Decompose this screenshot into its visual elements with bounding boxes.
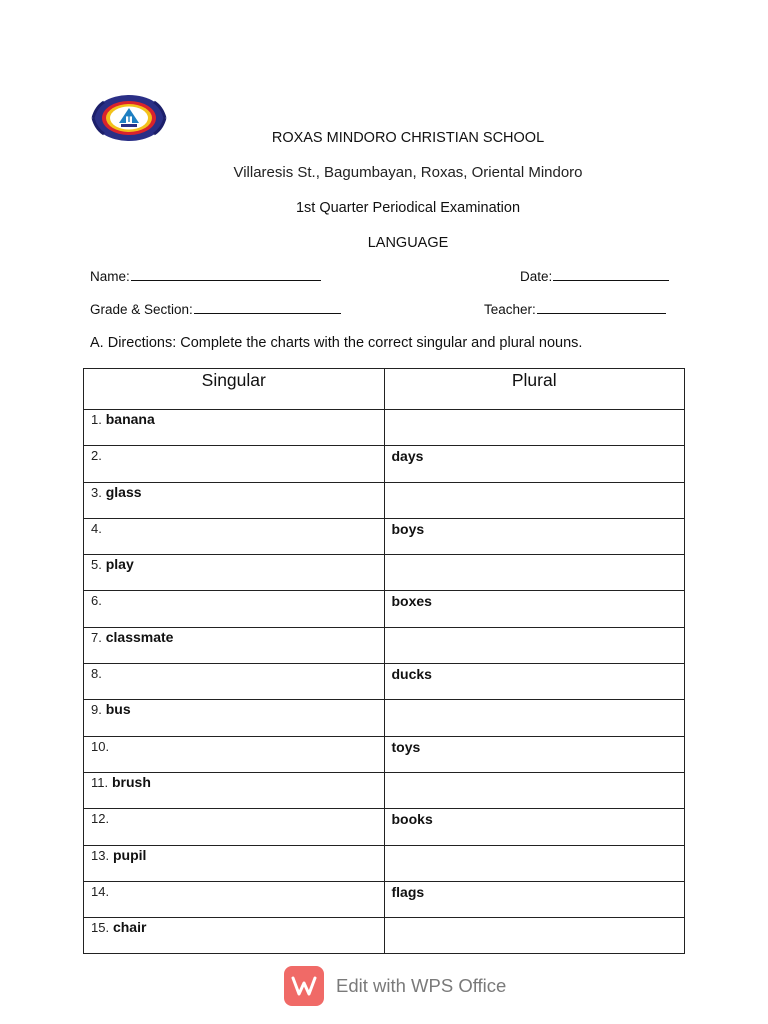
table-row xyxy=(84,918,685,954)
item-number: 4. xyxy=(91,520,102,536)
table-row xyxy=(84,736,685,772)
item-number: 14. xyxy=(91,883,110,899)
singular-cell[interactable] xyxy=(84,809,385,845)
item-number: 10. xyxy=(91,738,110,754)
grade-section-label: Grade & Section: xyxy=(90,302,193,317)
date-label: Date: xyxy=(520,269,553,284)
singular-plural-chart xyxy=(83,368,685,954)
item-number: 7. xyxy=(91,629,102,645)
column-header-plural: Plural xyxy=(384,369,685,410)
table-row xyxy=(84,700,685,736)
name-line xyxy=(131,268,321,281)
table-row xyxy=(84,881,685,917)
singular-cell[interactable] xyxy=(84,918,385,954)
singular-cell[interactable] xyxy=(84,845,385,881)
table-row xyxy=(84,809,685,845)
item-number: 9. xyxy=(91,702,102,718)
wps-office-icon xyxy=(284,966,324,1006)
singular-cell[interactable] xyxy=(84,736,385,772)
singular-cell[interactable] xyxy=(84,627,385,663)
plural-word: boys xyxy=(391,520,425,537)
item-number: 2. xyxy=(91,448,102,464)
plural-cell[interactable] xyxy=(384,809,685,845)
singular-cell[interactable] xyxy=(84,700,385,736)
singular-word: glass xyxy=(105,483,142,500)
singular-word: brush xyxy=(112,773,151,790)
singular-cell[interactable] xyxy=(84,772,385,808)
item-number: 13. xyxy=(91,847,110,863)
table-row xyxy=(84,482,685,518)
table-row xyxy=(84,446,685,482)
plural-word: books xyxy=(391,811,433,828)
plural-cell[interactable] xyxy=(384,736,685,772)
plural-cell[interactable] xyxy=(384,555,685,591)
item-number: 15. xyxy=(91,920,110,936)
plural-word: flags xyxy=(391,883,425,900)
plural-word: days xyxy=(391,448,424,465)
singular-word: play xyxy=(105,556,134,573)
date-line xyxy=(553,268,669,281)
singular-cell[interactable] xyxy=(84,446,385,482)
table-row xyxy=(84,845,685,881)
subject-title: LANGUAGE xyxy=(367,235,449,251)
singular-cell[interactable] xyxy=(84,555,385,591)
singular-word: banana xyxy=(105,411,155,427)
table-row xyxy=(84,555,685,591)
grade-section-field[interactable] xyxy=(90,301,341,318)
table-header-row xyxy=(84,369,685,410)
plural-cell[interactable] xyxy=(384,518,685,554)
singular-word: bus xyxy=(105,701,131,718)
table-row xyxy=(84,772,685,808)
plural-cell[interactable] xyxy=(384,410,685,446)
table-row xyxy=(84,518,685,554)
plural-cell[interactable] xyxy=(384,627,685,663)
item-number: 1. xyxy=(91,412,102,427)
plural-cell[interactable] xyxy=(384,918,685,954)
item-number: 12. xyxy=(91,811,110,827)
plural-cell[interactable] xyxy=(384,881,685,917)
grade-section-line xyxy=(194,301,341,314)
item-number: 8. xyxy=(91,666,102,682)
singular-word: classmate xyxy=(105,628,174,645)
name-label: Name: xyxy=(90,269,130,284)
plural-word: ducks xyxy=(391,666,432,683)
singular-word: chair xyxy=(112,919,147,936)
column-header-singular: Singular xyxy=(84,369,385,410)
singular-cell[interactable] xyxy=(84,518,385,554)
teacher-line xyxy=(537,301,666,314)
table-row xyxy=(84,591,685,627)
wps-edit-label: Edit with WPS Office xyxy=(336,975,507,996)
plural-cell[interactable] xyxy=(384,482,685,518)
singular-cell[interactable] xyxy=(84,591,385,627)
name-field[interactable] xyxy=(90,268,321,285)
directions-text: A. Directions: Complete the charts with the correct singular and plural nouns. xyxy=(90,335,583,351)
item-number: 5. xyxy=(91,557,102,573)
table-row xyxy=(84,410,685,446)
plural-cell[interactable] xyxy=(384,446,685,482)
wps-edit-button[interactable] xyxy=(284,965,506,1007)
singular-cell[interactable] xyxy=(84,664,385,700)
plural-word: boxes xyxy=(391,593,432,610)
item-number: 11. xyxy=(91,774,109,790)
table-row xyxy=(84,664,685,700)
singular-cell[interactable] xyxy=(84,881,385,917)
teacher-field[interactable] xyxy=(484,301,666,318)
singular-cell[interactable] xyxy=(84,482,385,518)
exam-title: 1st Quarter Periodical Examination xyxy=(295,200,521,216)
singular-word: pupil xyxy=(112,846,147,863)
plural-cell[interactable] xyxy=(384,772,685,808)
teacher-label: Teacher: xyxy=(484,302,536,317)
singular-cell[interactable] xyxy=(84,410,385,446)
school-name: ROXAS MINDORO CHRISTIAN SCHOOL xyxy=(271,130,545,146)
date-field[interactable] xyxy=(520,268,669,285)
item-number: 3. xyxy=(91,484,102,500)
plural-cell[interactable] xyxy=(384,664,685,700)
plural-cell[interactable] xyxy=(384,700,685,736)
table-row xyxy=(84,627,685,663)
plural-cell[interactable] xyxy=(384,591,685,627)
plural-cell[interactable] xyxy=(384,845,685,881)
plural-word: toys xyxy=(391,738,421,755)
school-address: Villaresis St., Bagumbayan, Roxas, Oriental Mindoro xyxy=(233,164,583,181)
item-number: 6. xyxy=(91,593,102,609)
